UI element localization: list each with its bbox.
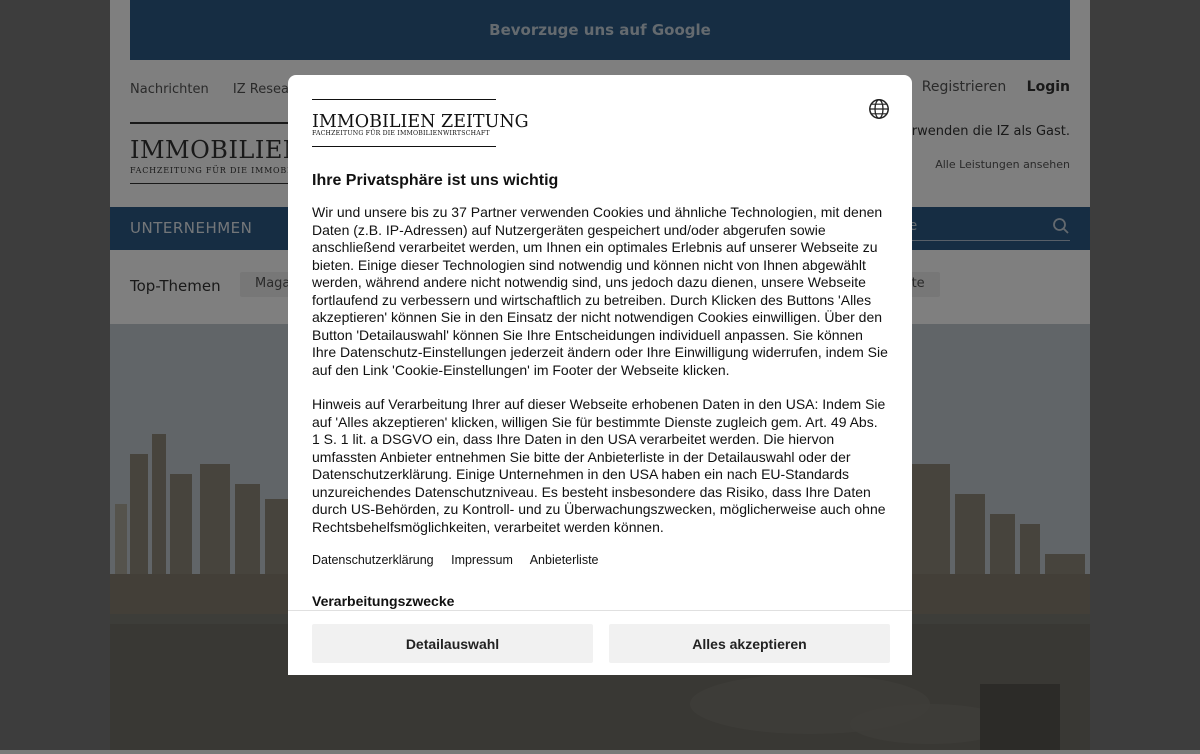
dialog-logo-wordmark: IMMOBILIEN ZEITUNG xyxy=(312,112,529,132)
imprint-link[interactable]: Impressum xyxy=(451,553,513,567)
dialog-footer xyxy=(288,610,912,675)
consent-scroll-area[interactable] xyxy=(288,75,912,610)
dialog-logo xyxy=(312,99,529,147)
detail-selection-button[interactable]: Detailauswahl xyxy=(312,624,593,663)
accept-all-button[interactable]: Alles akzeptieren xyxy=(609,624,890,663)
language-globe-icon[interactable] xyxy=(868,98,890,120)
processing-purposes-heading: Verarbeitungszwecke xyxy=(312,593,455,609)
consent-paragraph-1: Wir und unsere bis zu 37 Partner verwenden Cookies und ähnliche Technologien, mit denen Daten (z.B. IP-Adressen) auf Nutzergeräten gespeichert und/oder abgerufen sowie anschließend verarbeitet werden, um Ihnen ein optimales Erlebnis auf unserer Webseite zu bieten. Einige dieser Technologien sind notwendig und können nicht von Ihnen abgewählt werden, während andere nicht notwendig sind, uns jedoch dazu dienen, unsere Webseite fortlaufend zu verbessern und wirtschaftlich zu betreiben. Durch Klicken des Buttons 'Alles akzeptieren' können Sie in den Einsatz der nicht notwendigen Cookies einwilligen. Über den Button 'Detailauswahl' können Sie Ihre Entscheidungen individuell anpassen. Sie können Ihre Datenschutz-Einstellungen jederzeit ändern oder Ihre Einwilligung widerrufen, indem Sie auf den Link 'Cookie-Einstellungen' im Footer der Webseite klicken. xyxy=(312,204,888,378)
dialog-logo-tagline: FACHZEITUNG FÜR DIE IMMOBILIENWIRTSCHAFT xyxy=(312,130,490,137)
vendor-list-link[interactable]: Anbieterliste xyxy=(529,553,599,567)
legal-links xyxy=(312,553,888,567)
privacy-policy-link[interactable]: Datenschutzerklärung xyxy=(312,553,434,567)
dialog-title: Ihre Privatsphäre ist uns wichtig xyxy=(312,172,559,189)
cookie-consent-dialog xyxy=(288,75,912,675)
consent-paragraph-2: Hinweis auf Verarbeitung Ihrer auf dieser Webseite erhobenen Daten in den USA: Indem Sie auf 'Alles akzeptieren' klicken, willigen Sie für bestimmte Dienste zugleich gem. Art. 49 Abs. 1 S. 1 lit. a DSGVO ein, dass Ihre Daten in den USA verarbeitet werden. Die hiervon umfassten Anbieter entnehmen Sie bitte der Anbieterliste in der Detailauswahl oder der Datenschutzerklärung. Einige Unternehmen in den USA haben ein nach EU-Standards unzureichendes Datenschutzniveau. Es besteht insbesondere das Risiko, dass Ihre Daten durch US-Behörden, zu Kontroll- und zu Überwachungszwecken, möglicherweise auch ohne Rechtsbehelfsmöglichkeiten, verarbeitet werden können. xyxy=(312,396,886,535)
